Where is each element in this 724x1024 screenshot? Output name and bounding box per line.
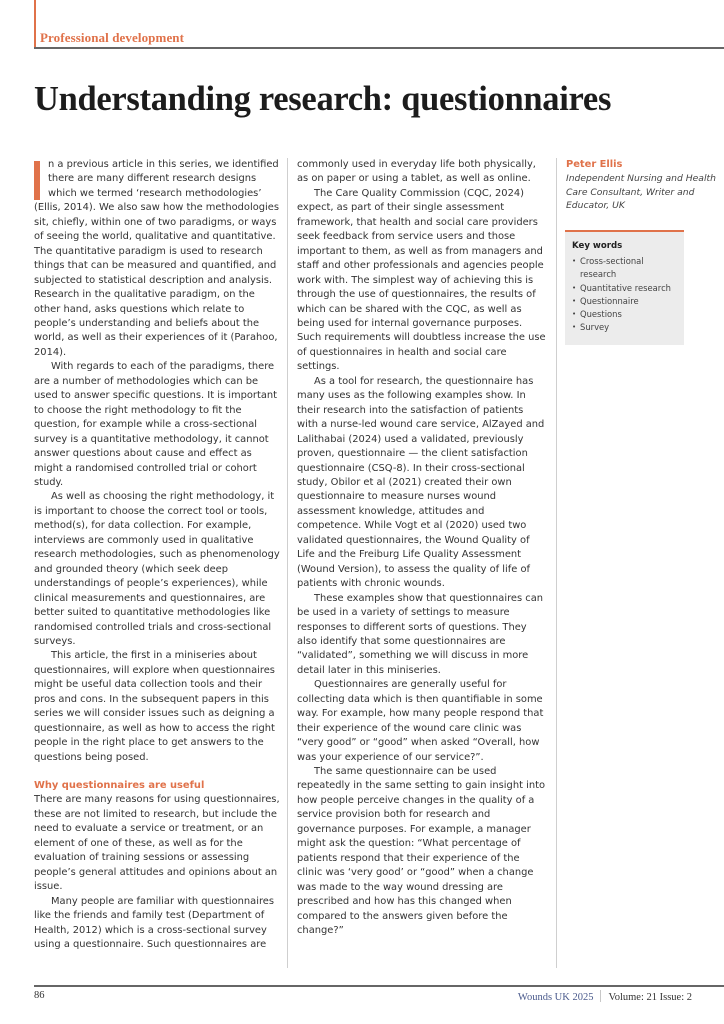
- body-column-2: [297, 158, 547, 938]
- journal-name: Wounds UK 2025: [517, 992, 594, 1003]
- column-divider: [556, 158, 557, 968]
- keyword-item: • Cross-sectional research: [572, 255, 678, 282]
- column-divider: [287, 158, 288, 968]
- keyword-item: • Questionnaire: [572, 295, 678, 308]
- header-accent-bar: [34, 0, 36, 47]
- author-block: [566, 158, 716, 213]
- footer-separator: [600, 990, 601, 1002]
- paragraph: commonly used in everyday life both physically, as on paper or using a tablet, as well as online.: [297, 159, 536, 185]
- article-title: Understanding research: questionnaires: [34, 80, 612, 118]
- author-name: Peter Ellis: [566, 159, 623, 170]
- keywords-box: [565, 230, 684, 345]
- keywords-title: Key words: [572, 241, 623, 251]
- paragraph: This article, the first in a miniseries about questionnaires, will explore when questionnaires might be useful data collection tools and their pros and cons. In the subsequent papers in this series we will consider issues such as deigning a questionnaire, as well as how to access the right people in the right place to get answers to the questions being posed.: [34, 650, 275, 763]
- keyword-item: • Survey: [572, 321, 678, 334]
- body-column-1: [34, 158, 280, 952]
- paragraph: Many people are familiar with questionnaires like the friends and family test (Department of Health, 2012) which is a cross-sectional survey using a questionnaire. Such questionnaires are: [34, 895, 275, 951]
- author-affiliation: Independent Nursing and Health Care Consultant, Writer and Educator, UK: [566, 173, 716, 211]
- footer-rule: [34, 985, 724, 987]
- paragraph: As a tool for research, the questionnaire has many uses as the following examples show. In their research into the satisfaction of patients with a nurse-led wound care service, AlZayed and Lalithabai (2024) used a validated, previously proven, questionnaire — the client satisfaction questionnaire (CSQ-8). In their cross-sectional study, Obilor et al (2021) created their own questionnaire to measure nurses wound assessment knowledge, attitudes and competence. While Vogt et al (2020) used two validated questionnaires, the Wound Quality of Life and the Freiburg Life Quality Assessment (Wound Version), to assess the quality of life of patients with chronic wounds.: [297, 375, 545, 590]
- intro-paragraph: n a previous article in this series, we identified there are many different research designs which we termed ‘research methodologies’ (Ellis, 2014). We also saw how the methodologies sit, chiefly, within one of two paradigms, or ways of seeing the world, qualitative and quantitative. The quantitative paradigm is used to research things that can be measured and quantified, and subjected to statistical description and analysis. Research in the qualitative paradigm, on the other hand, asks questions which relate to people’s understanding and beliefs about the world, as well as their experiences of it (Parahoo, 2014).: [34, 159, 279, 358]
- keyword-item: • Quantitative research: [572, 282, 678, 295]
- volume-issue: Volume: 21 Issue: 2: [608, 992, 692, 1003]
- header-rule: [34, 47, 724, 49]
- paragraph: The Care Quality Commission (CQC, 2024) expect, as part of their single assessment framework, that health and social care providers seek feedback from service users and those important to them, as well as from managers and staff and other professionals and agencies people work with. The simplest way of achieving this is through the use of questionnaires, the results of which can be shared with the CQC, as well as being used for internal governance purposes. Such requirements will doubtless increase the use of questionnaires in health and social care settings.: [297, 187, 546, 373]
- paragraph: Questionnaires are generally useful for collecting data which is then quantifiable in some way. For example, how many people respond that their experience of the wound care clinic was “very good” or “good” when asked “Overall, how was your experience of our service?”.: [297, 679, 544, 763]
- journal-info: [518, 990, 692, 1003]
- page-number: 86: [34, 990, 45, 1001]
- drop-cap-i: [34, 161, 40, 200]
- paragraph: With regards to each of the paradigms, there are a number of methodologies which can be used to answer specific questions. It is important to choose the right methodology to fit the question, for example while a cross-sectional survey is a quantitative methodology, it cannot answer questions about cause and effect as might a randomised controlled trial or cohort study.: [34, 361, 278, 488]
- paragraph: These examples show that questionnaires can be used in a variety of settings to measure responses to different sorts of questions. They also identify that some questionnaires are “validated”, something we will discuss in more detail later in this miniseries.: [297, 592, 544, 676]
- keyword-item: • Questions: [572, 308, 678, 321]
- keywords-list: [572, 255, 678, 335]
- paragraph: As well as choosing the right methodology, it is important to choose the correct tool or tools, method(s), for data collection. For example, interviews are commonly used in qualitative research methodologies, such as phenomenology and grounded theory (which seek deep understandings of people’s experiences), while clinical measurements and questionnaires, are better suited to quantitative methodologies like randomised controlled trials and cross-sectional surveys.: [34, 491, 280, 647]
- paragraph: The same questionnaire can be used repeatedly in the same setting to gain insight into how people perceive changes in the quality of a service provision both for research and governance purposes. For example, a manager might ask the question: “What percentage of patients respond that their experience of the clinic was ‘very good’ or “good” when a change was made to the way wound dressing are prescribed and how has this changed when compared to the answers given before the change?”: [297, 766, 546, 937]
- paragraph: There are many reasons for using questionnaires, these are not limited to research, but include the need to evaluate a service or treatment, or an element of one of these, as well as for the evaluation of training sessions or assessing people’s general attitudes and opinions about an issue.: [34, 794, 280, 893]
- subheading: Why questionnaires are useful: [34, 780, 205, 792]
- section-label: Professional development: [40, 30, 185, 45]
